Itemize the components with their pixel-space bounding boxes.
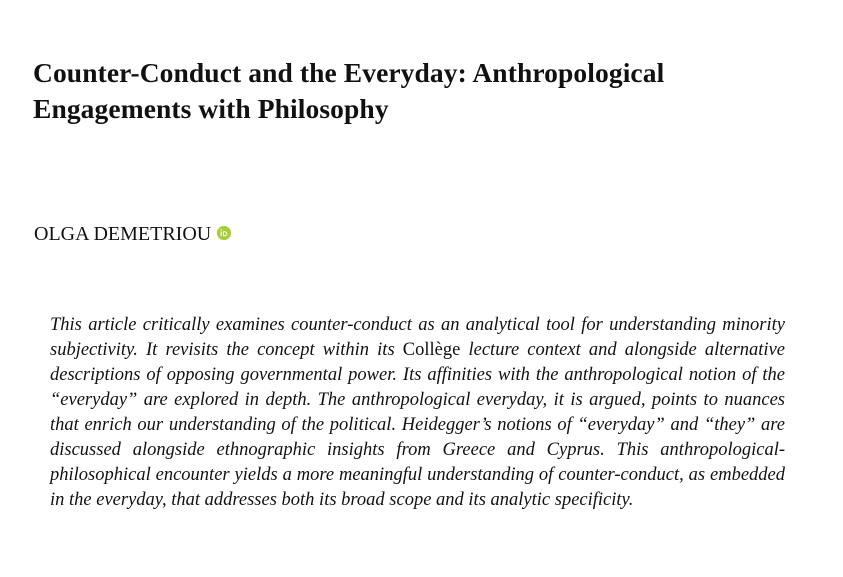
author-name: OLGA DEMETRIOU <box>34 223 212 245</box>
author-line <box>34 222 231 246</box>
abstract-part-2: lecture context and alongside alternative descriptions of opposing governmental power. Its affinities with the anthropological notion of the “everyday” are explored in depth. The anthropological everyday, it is argued, points to nuances that enrich our understanding of the political. Heidegger’s notions of “everyday” and “they” are discussed alongside ethnographic insights from Greece and Cyprus. This anthropological-philosophical encounter yields a more meaningful understanding of counter-conduct, as embedded in the everyday, that addresses both its broad scope and its analytic specificity. <box>50 340 785 510</box>
abstract-text <box>50 313 785 513</box>
orcid-icon[interactable] <box>217 226 231 240</box>
abstract-college: Collège <box>402 340 461 360</box>
abstract-part-1: This article critically examines counter-conduct as an analytical tool for understanding minority subjectivity. It revisits the concept within its <box>50 315 785 360</box>
article-title: Counter-Conduct and the Everyday: Anthropological Engagements with Philosophy <box>33 57 665 124</box>
